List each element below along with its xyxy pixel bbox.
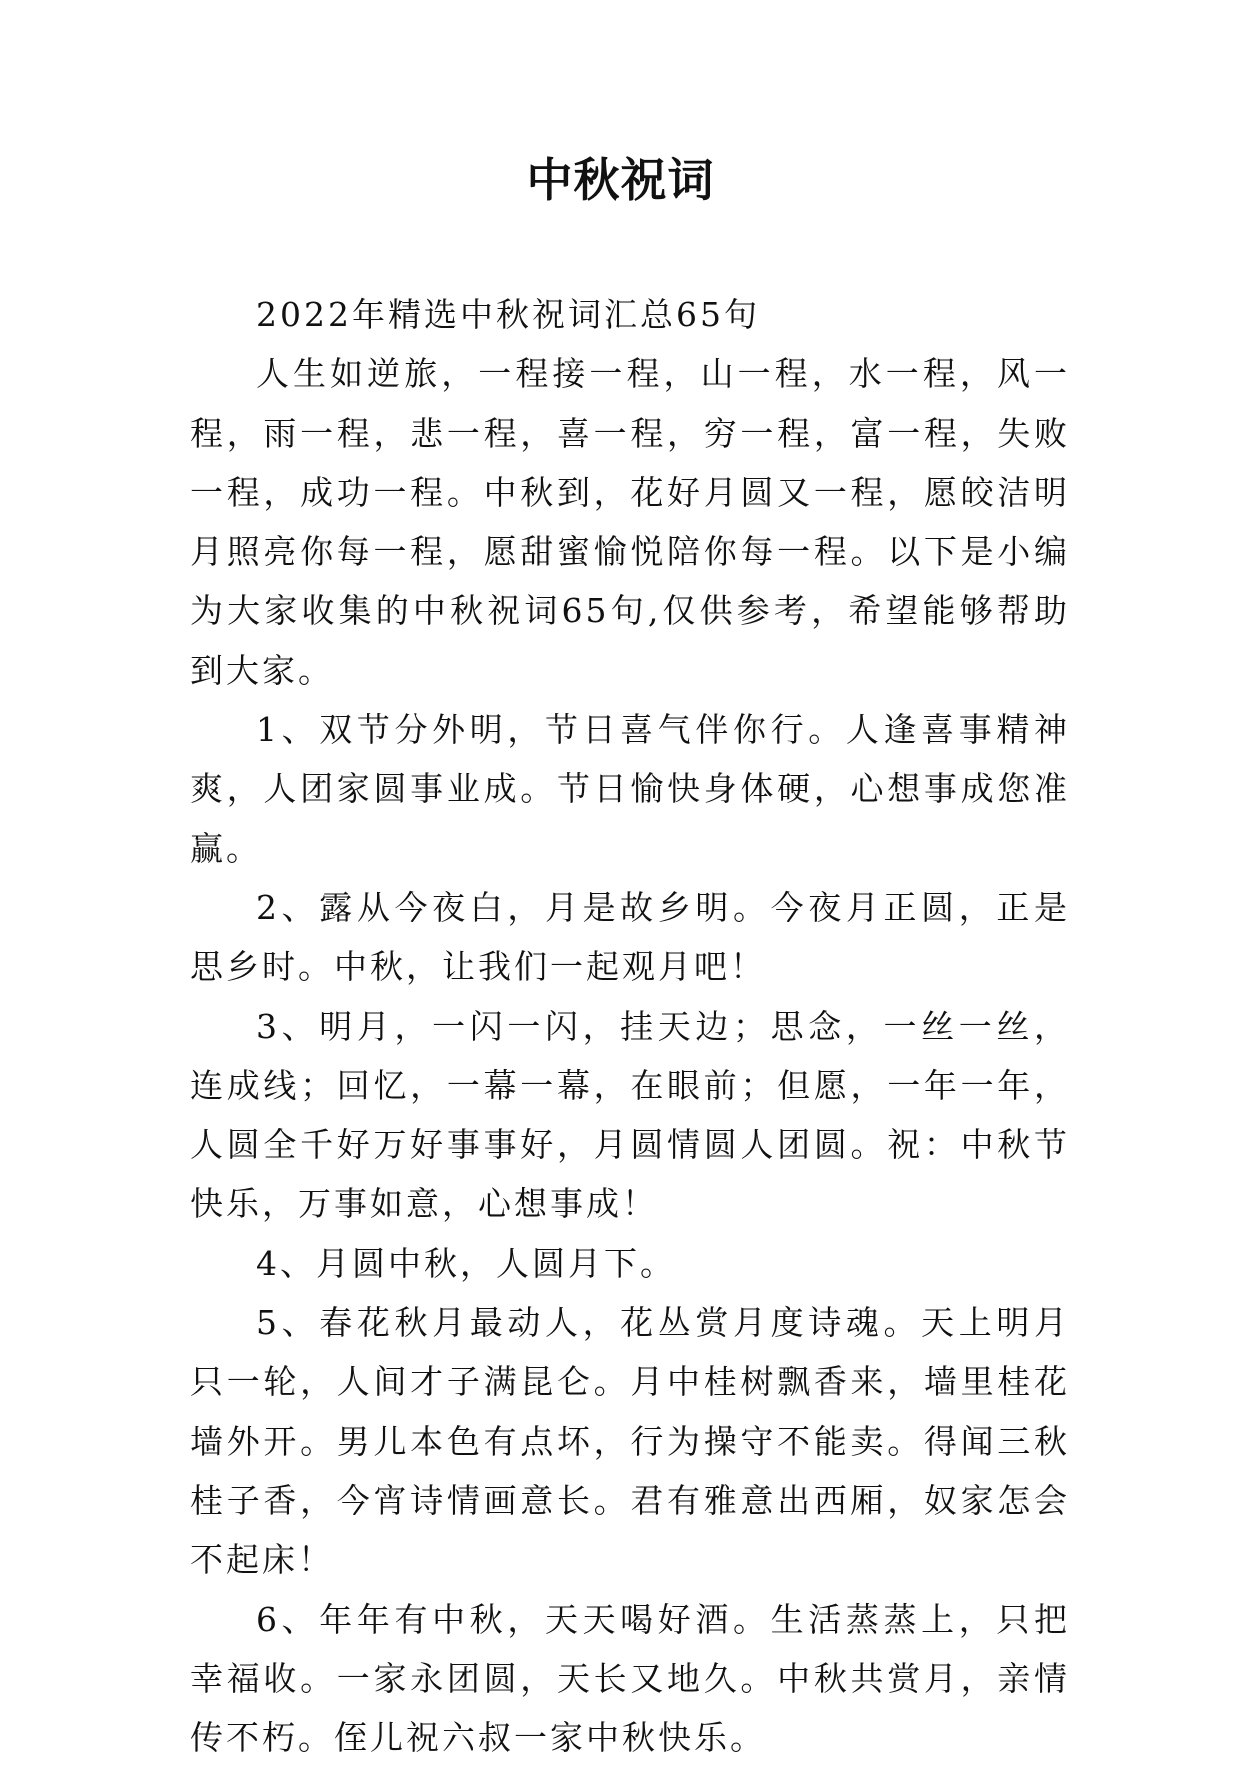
- wish-paragraph-5: 5、春花秋月最动人，花丛赏月度诗魂。天上明月只一轮，人间才子满昆仑。月中桂树飘香来，墙里桂花墙外开。男儿本色有点坏，行为操守不能卖。得闻三秋桂子香，今宵诗情画意长。君有雅意出西厢，奴家怎会不起床！: [190, 1303, 1070, 1580]
- wish-paragraph-6: 6、年年有中秋，天天喝好酒。生活蒸蒸上，只把幸福收。一家永团圆，天长又地久。中秋共赏月，亲情传不朽。侄儿祝六叔一家中秋快乐。: [190, 1599, 1070, 1758]
- wish-paragraph-2: 2、露从今夜白，月是故乡明。今夜月正圆，正是思乡时。中秋，让我们一起观月吧！: [190, 887, 1070, 987]
- document-title: 中秋祝词: [526, 153, 715, 207]
- wish-paragraph-4: 4、月圆中秋，人圆月下。: [256, 1243, 676, 1283]
- subtitle-paragraph: 2022年精选中秋祝词汇总65句: [256, 295, 760, 334]
- document-body: [190, 285, 1070, 1767]
- wish-paragraph-3: 3、明月，一闪一闪，挂天边；思念，一丝一丝，连成线；回忆，一幕一幕，在眼前；但愿，一年一年，人圆全千好万好事事好，月圆情圆人团圆。祝：中秋节快乐，万事如意，心想事成！: [190, 1006, 1070, 1224]
- intro-paragraph: 人生如逆旅，一程接一程，山一程，水一程，风一程，雨一程，悲一程，喜一程，穷一程，富一程，失败一程，成功一程。中秋到，花好月圆又一程，愿皎洁明月照亮你每一程，愿甜蜜愉悦陪你每一程。以下是小编为大家收集的中秋祝词65句,仅供参考，希望能够帮助到大家。: [190, 354, 1070, 690]
- wish-paragraph-1: 1、双节分外明，节日喜气伴你行。人逢喜事精神爽，人团家圆事业成。节日愉快身体硬，心想事成您准赢。: [190, 710, 1070, 868]
